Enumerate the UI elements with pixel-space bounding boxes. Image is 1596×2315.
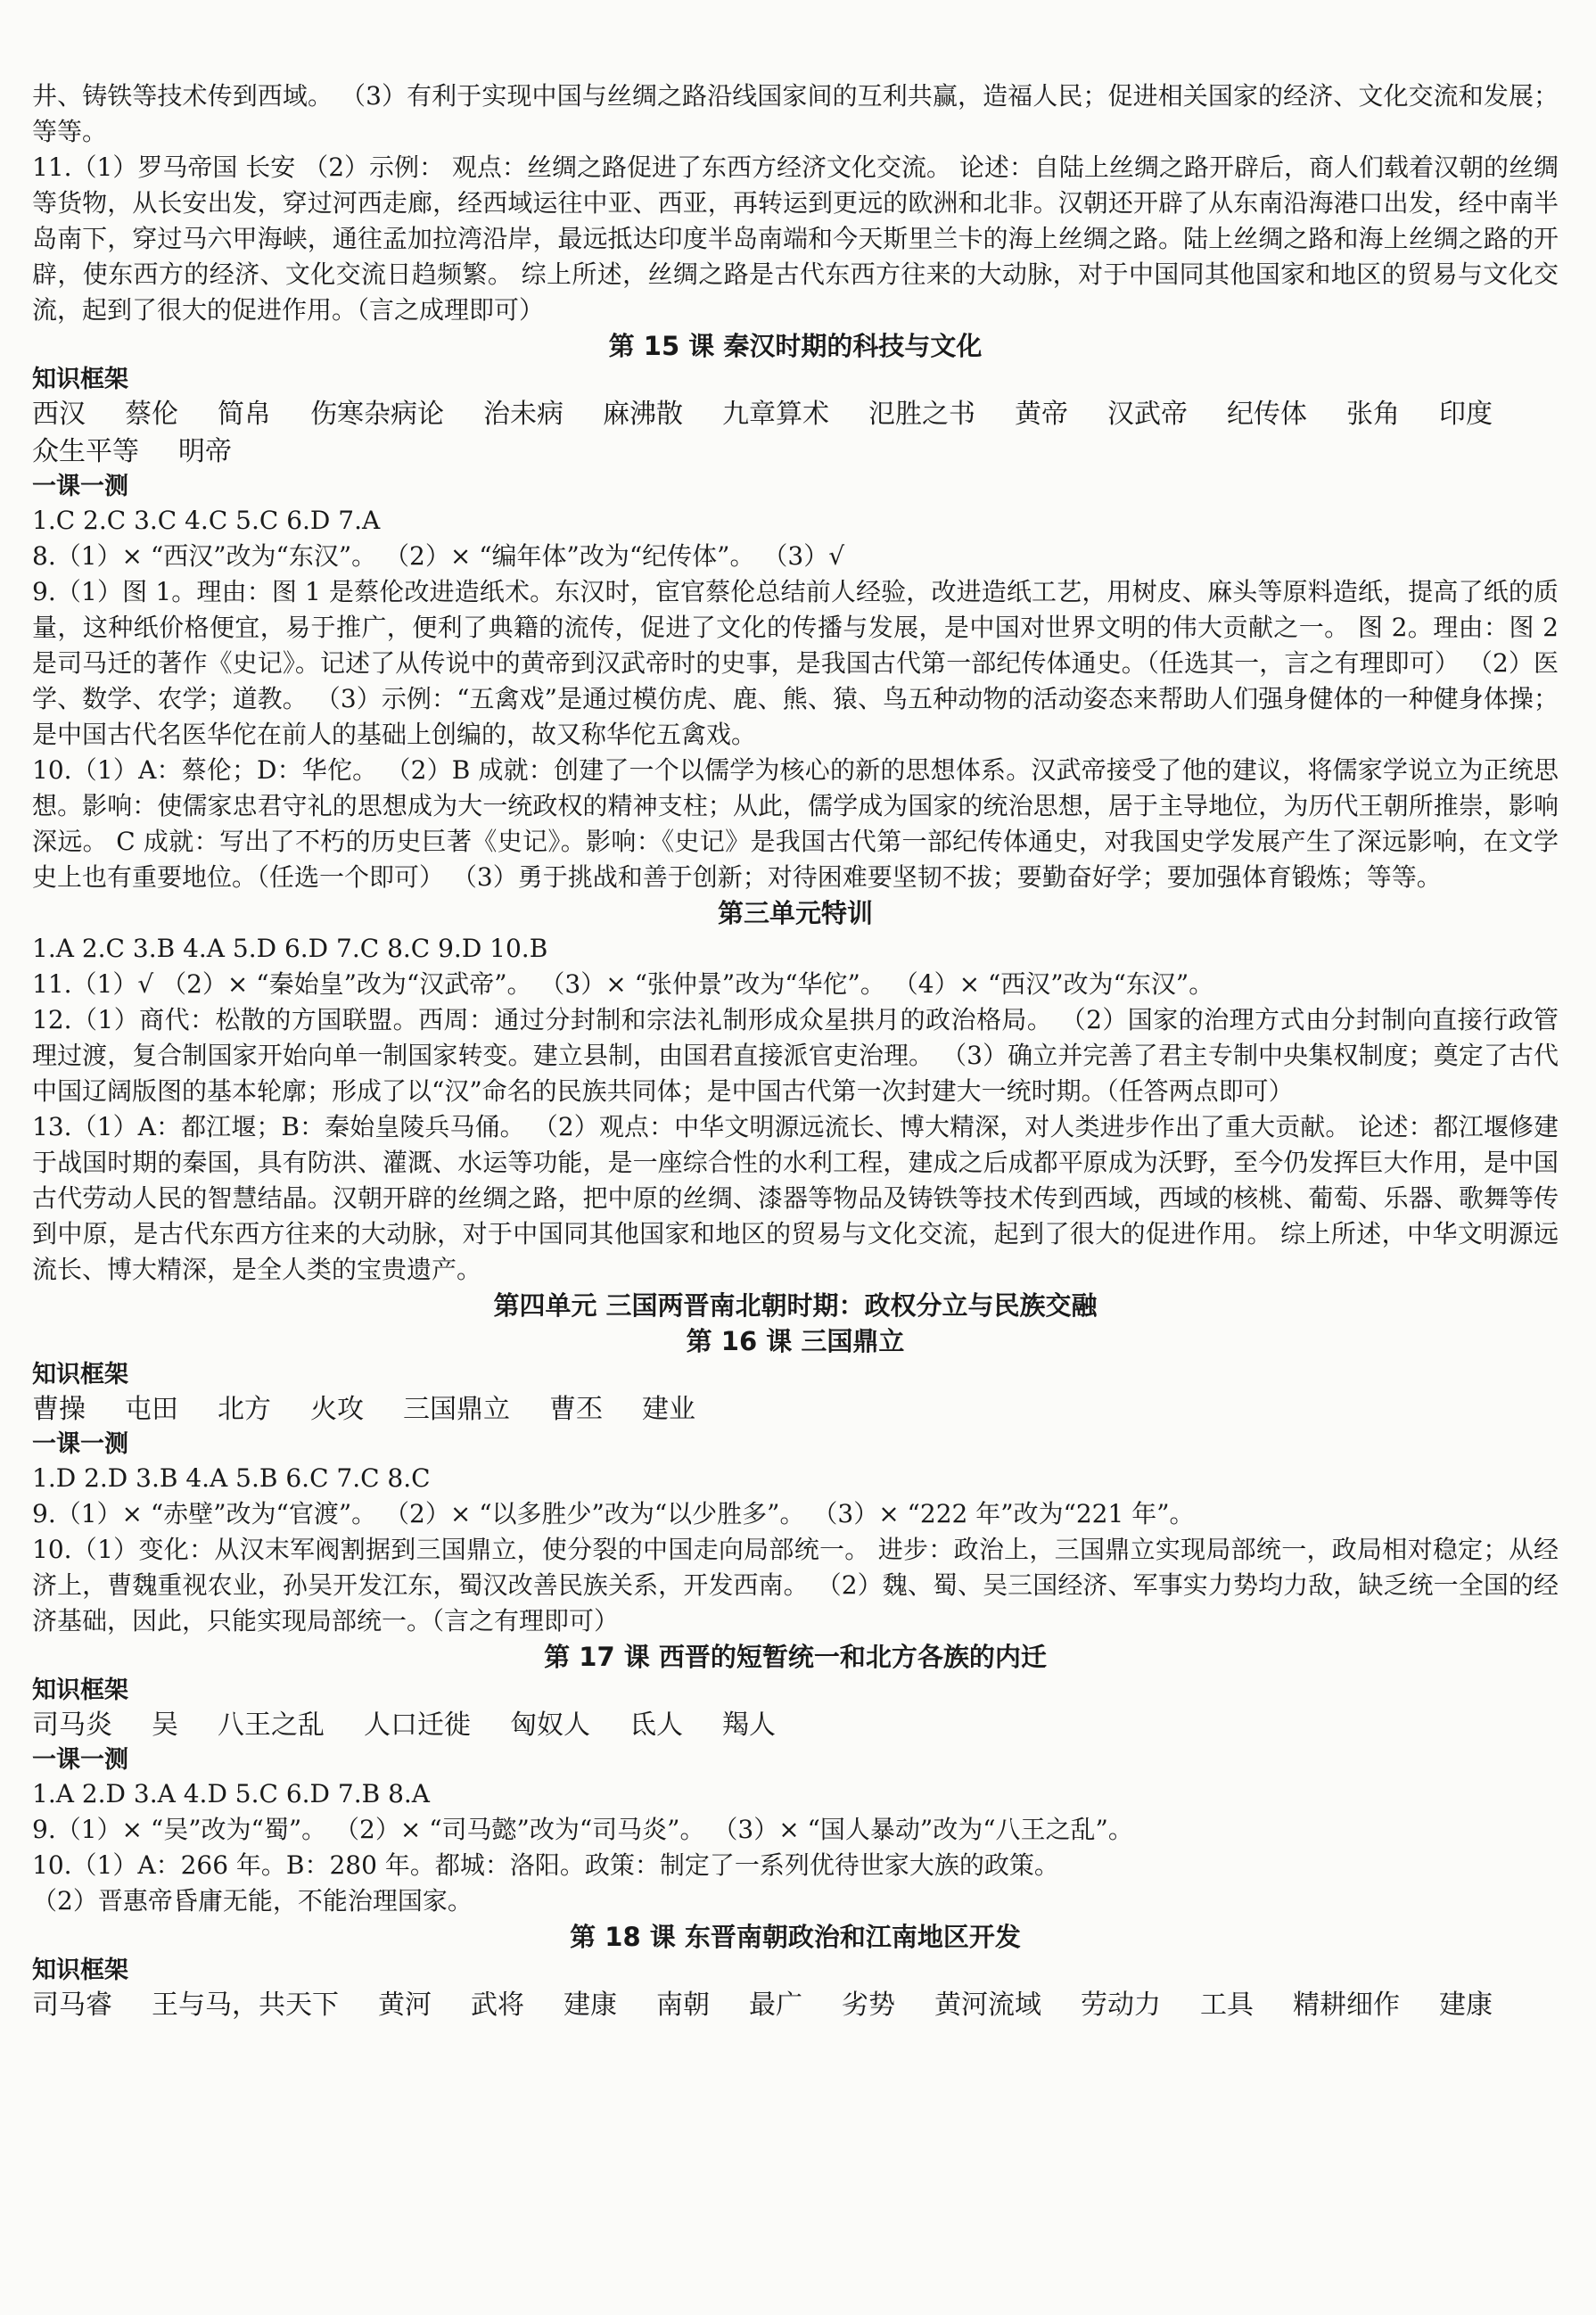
keyword: 曹丕 xyxy=(549,1394,603,1425)
keyword: 建康 xyxy=(564,1990,617,2021)
answer-paragraph: 9.（1）× “赤壁”改为“官渡”。 （2）× “以多胜少”改为“以少胜多”。 （3）× “222 年”改为“221 年”。 xyxy=(32,1499,1195,1528)
knowledge-keywords xyxy=(32,1391,1559,1429)
answer-paragraph: 13.（1）A：都江堰；B：秦始皇陵兵马俑。 （2）观点：中华文明源远流长、博大精深，对人类进步作出了重大贡献。 论述：都江堰修建于战国时期的秦国，具有防洪、灌溉、水运等功能，是一座综合性的水利工程，建成之后成都平原成为沃野，至今仍发挥巨大作用，是中国古代劳动人民的智慧结晶。汉朝开辟的丝绸之路，把中原的丝绸、漆器等物品及铸铁等技术传到西域，西域的核桃、葡萄、乐器、歌舞等传到中原，是古代东西方往来的大动脉，对于中国同其他国家和地区的贸易与文化交流，起到了很大的促进作用。 综上所述，中华文明源远流长、博大精深，是全人类的宝贵遗产。 xyxy=(32,1112,1559,1284)
answer-paragraph: 井、铸铁等技术传到西域。 （3）有利于实现中国与丝绸之路沿线国家间的互利共赢，造福人民；促进相关国家的经济、文化交流和发展；等等。 xyxy=(32,81,1559,146)
keyword: 简帛 xyxy=(218,399,271,430)
answer-paragraph: 1.A 2.D 3.A 4.D 5.C 6.D 7.B 8.A xyxy=(32,1779,431,1808)
answer-paragraph: 9.（1）× “吴”改为“蜀”。 （2）× “司马懿”改为“司马炎”。 （3）× “国人暴动”改为“八王之乱”。 xyxy=(32,1815,1133,1844)
knowledge-keywords xyxy=(32,1987,1559,2024)
answer-paragraph: 1.D 2.D 3.B 4.A 5.B 6.C 7.C 8.C xyxy=(32,1463,431,1493)
keyword: 人口迁徙 xyxy=(364,1709,471,1741)
keyword: 三国鼎立 xyxy=(403,1394,510,1425)
keyword: 北方 xyxy=(218,1394,271,1425)
keyword: 建康 xyxy=(1439,1990,1493,2021)
page-content xyxy=(32,78,1559,2024)
keyword: 伤寒杂病论 xyxy=(310,399,444,430)
section-heading: 第四单元 三国两晋南北朝时期：政权分立与民族交融 xyxy=(493,1290,1098,1321)
keyword: 司马睿 xyxy=(32,1990,112,2021)
keyword: 王与马，共天下 xyxy=(152,1990,339,2021)
answer-paragraph: 1.A 2.C 3.B 4.A 5.D 6.D 7.C 8.C 9.D 10.B xyxy=(32,934,548,963)
answer-paragraph: （2）晋惠帝昏庸无能，不能治理国家。 xyxy=(32,1886,473,1915)
keyword: 八王之乱 xyxy=(218,1709,325,1741)
keyword: 黄帝 xyxy=(1015,399,1068,430)
section-heading: 第 18 课 东晋南朝政治和江南地区开发 xyxy=(570,1922,1021,1952)
keyword: 建业 xyxy=(642,1394,695,1425)
answer-paragraph: 11.（1）√ （2）× “秦始皇”改为“汉武帝”。 （3）× “张仲景”改为“华佗”。 （4）× “西汉”改为“东汉”。 xyxy=(32,969,1214,999)
keyword: 劳动力 xyxy=(1081,1990,1161,2021)
keyword: 精耕细作 xyxy=(1293,1990,1400,2021)
keyword: 治未病 xyxy=(483,399,564,430)
keyword: 明帝 xyxy=(178,436,232,467)
keyword: 九章算术 xyxy=(722,399,829,430)
answer-paragraph: 1.C 2.C 3.C 4.C 5.C 6.D 7.A xyxy=(32,506,381,535)
keyword: 武将 xyxy=(471,1990,524,2021)
keyword: 南朝 xyxy=(656,1990,710,2021)
keyword: 司马炎 xyxy=(32,1709,112,1741)
answer-paragraph: 10.（1）A：蔡伦；D：华佗。 （2）B 成就：创建了一个以儒学为核心的新的思想体系。汉武帝接受了他的建议，将儒家学说立为正统思想。影响：使儒家忠君守礼的思想成为大一统政权的精神支柱；从此，儒学成为国家的统治思想，居于主导地位，为历代王朝所推崇，影响深远。 C 成就：写出了不朽的历史巨著《史记》。影响：《史记》是我国古代第一部纪传体通史，对我国史学发展产生了深远影响，在文学史上也有重要地位。（任选一个即可） （3）勇于挑战和善于创新；对待困难要坚韧不拔；要勤奋好学；要加强体育锻炼；等等。 xyxy=(32,755,1559,892)
subsection-label: 知识框架 xyxy=(32,1677,128,1704)
keyword: 氐人 xyxy=(629,1709,683,1741)
keyword: 西汉 xyxy=(32,399,86,430)
keyword: 火攻 xyxy=(310,1394,364,1425)
subsection-label: 一课一测 xyxy=(32,473,128,500)
knowledge-keywords xyxy=(32,396,1559,471)
section-heading: 第 15 课 秦汉时期的科技与文化 xyxy=(608,331,983,361)
knowledge-keywords xyxy=(32,1707,1559,1744)
answer-paragraph: 10.（1）变化：从汉末军阀割据到三国鼎立，使分裂的中国走向局部统一。 进步：政治上，三国鼎立实现局部统一，政局相对稳定；从经济上，曹魏重视农业，孙吴开发江东，蜀汉改善民族关系，开发西南。 （2）魏、蜀、吴三国经济、军事实力势均力敌，缺乏统一全国的经济基础，因此，只能实现局部统一。（言之有理即可） xyxy=(32,1535,1559,1635)
keyword: 屯田 xyxy=(125,1394,178,1425)
keyword: 匈奴人 xyxy=(510,1709,590,1741)
subsection-label: 知识框架 xyxy=(32,1957,128,1984)
keyword: 曹操 xyxy=(32,1394,86,1425)
keyword: 黄河流域 xyxy=(934,1990,1041,2021)
answer-paragraph: 10.（1）A：266 年。B：280 年。都城：洛阳。政策：制定了一系列优待世家大族的政策。 xyxy=(32,1850,1059,1880)
subsection-label: 知识框架 xyxy=(32,366,128,393)
answer-paragraph: 11.（1）罗马帝国 长安 （2）示例： 观点：丝绸之路促进了东西方经济文化交流。 论述：自陆上丝绸之路开辟后，商人们载着汉朝的丝绸等货物，从长安出发，穿过河西走廊，经西域运往中亚、西亚，再转运到更远的欧洲和北非。汉朝还开辟了从东南沿海港口出发，经中南半岛南下，穿过马六甲海峡，通往孟加拉湾沿岸，最远抵达印度半岛南端和今天斯里兰卡的海上丝绸之路。陆上丝绸之路和海上丝绸之路的开辟，使东西方的经济、文化交流日趋频繁。 综上所述，丝绸之路是古代东西方往来的大动脉，对于中国同其他国家和地区的贸易与文化交流，起到了很大的促进作用。（言之成理即可） xyxy=(32,152,1559,325)
subsection-label: 一课一测 xyxy=(32,1746,128,1774)
answer-paragraph: 9.（1）图 1。理由：图 1 是蔡伦改进造纸术。东汉时，宦官蔡伦总结前人经验，改进造纸工艺，用树皮、麻头等原料造纸，提高了纸的质量，这种纸价格便宜，易于推广，便利了典籍的流传，促进了文化的传播与发展，是中国对世界文明的伟大贡献之一。 图 2。理由：图 2 是司马迁的著作《史记》。记述了从传说中的黄帝到汉武帝时的史事，是我国古代第一部纪传体通史。（任选其一，言之有理即可） （2）医学、数学、农学；道教。 （3）示例：“五禽戏”是通过模仿虎、鹿、熊、猿、鸟五种动物的活动姿态来帮助人们强身健体的一种健身体操；是中国古代名医华佗在前人的基础上创编的，故又称华佗五禽戏。 xyxy=(32,577,1559,749)
answer-paragraph: 8.（1）× “西汉”改为“东汉”。 （2）× “编年体”改为“纪传体”。 （3）√ xyxy=(32,541,845,571)
keyword: 印度 xyxy=(1439,399,1493,430)
subsection-label: 知识框架 xyxy=(32,1361,128,1388)
keyword: 麻沸散 xyxy=(603,399,683,430)
keyword: 黄河 xyxy=(378,1990,432,2021)
subsection-label: 一课一测 xyxy=(32,1430,128,1458)
keyword: 众生平等 xyxy=(32,436,139,467)
keyword: 吴 xyxy=(152,1709,178,1741)
keyword: 蔡伦 xyxy=(125,399,178,430)
section-heading: 第 16 课 三国鼎立 xyxy=(686,1326,905,1356)
answer-paragraph: 12.（1）商代：松散的方国联盟。西周：通过分封制和宗法礼制形成众星拱月的政治格局。 （2）国家的治理方式由分封制向直接行政管理过渡，复合制国家开始向单一制国家转变。建立县制，由国君直接派官吏治理。 （3）确立并完善了君主专制中央集权制度；奠定了古代中国辽阔版图的基本轮廓；形成了以“汉”命名的民族共同体；是中国古代第一次封建大一统时期。（任答两点即可） xyxy=(32,1005,1559,1106)
keyword: 劣势 xyxy=(842,1990,895,2021)
keyword: 工具 xyxy=(1200,1990,1254,2021)
section-heading: 第三单元特训 xyxy=(717,898,873,928)
keyword: 最广 xyxy=(749,1990,802,2021)
keyword: 纪传体 xyxy=(1227,399,1307,430)
keyword: 张角 xyxy=(1346,399,1400,430)
keyword: 汉武帝 xyxy=(1107,399,1188,430)
section-heading: 第 17 课 西晋的短暂统一和北方各族的内迁 xyxy=(544,1642,1047,1672)
keyword: 氾胜之书 xyxy=(868,399,975,430)
keyword: 羯人 xyxy=(722,1709,776,1741)
